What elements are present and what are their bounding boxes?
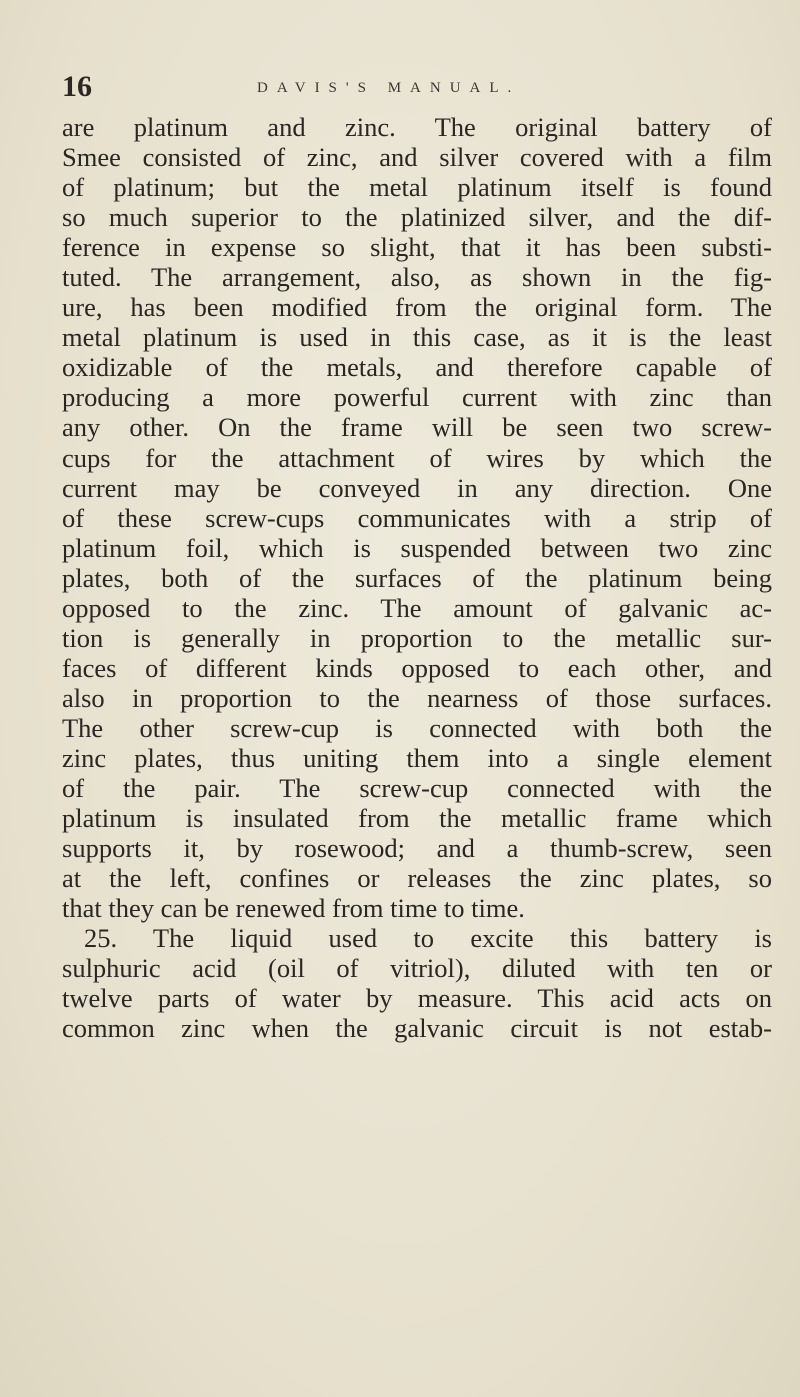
text-line: tuted. The arrangement, also, as shown in the fig- bbox=[62, 262, 772, 293]
text-line: opposed to the zinc. The amount of galvanic ac- bbox=[62, 592, 772, 623]
text-line: so much superior to the platinized silver, and the dif- bbox=[62, 202, 772, 233]
text-line: Smee consisted of zinc, and silver covered with a film bbox=[62, 142, 772, 173]
text-line: also in proportion to the nearness of those surfaces. bbox=[62, 682, 772, 713]
text-line: current may be conveyed in any direction. One bbox=[62, 472, 772, 503]
text-line: at the left, confines or releases the zinc plates, so bbox=[62, 863, 772, 894]
text-line: twelve parts of water by measure. This acid acts on bbox=[62, 983, 772, 1014]
running-head: DAVIS'S MANUAL. bbox=[257, 80, 521, 96]
text-line: platinum is insulated from the metallic frame which bbox=[62, 803, 772, 834]
text-line: ure, has been modified from the original form. The bbox=[62, 292, 772, 323]
text-line: plates, both of the surfaces of the platinum being bbox=[62, 562, 772, 593]
text-line: faces of different kinds opposed to each other, and bbox=[62, 652, 772, 683]
body-text bbox=[62, 112, 772, 1043]
paragraph-start-line: 25. The liquid used to excite this battery is bbox=[84, 923, 772, 954]
text-line: of platinum; but the metal platinum itself is found bbox=[62, 172, 772, 203]
text-line: zinc plates, thus uniting them into a single element bbox=[62, 742, 772, 773]
text-line: platinum foil, which is suspended between two zinc bbox=[62, 532, 772, 563]
page-header bbox=[62, 70, 762, 110]
text-line: of the pair. The screw-cup connected with the bbox=[62, 773, 772, 804]
text-line: are platinum and zinc. The original battery of bbox=[62, 112, 772, 142]
text-line: producing a more powerful current with zinc than bbox=[62, 382, 772, 413]
text-line: of these screw-cups communicates with a strip of bbox=[62, 502, 772, 533]
text-line: ference in expense so slight, that it has been substi- bbox=[62, 232, 772, 263]
text-line: common zinc when the galvanic circuit is not estab- bbox=[62, 1013, 772, 1044]
text-line: The other screw-cup is connected with both the bbox=[62, 712, 772, 743]
text-line: that they can be renewed from time to time. bbox=[62, 893, 525, 924]
text-line: supports it, by rosewood; and a thumb-screw, seen bbox=[62, 833, 772, 864]
text-line: sulphuric acid (oil of vitriol), diluted with ten or bbox=[62, 953, 772, 984]
text-line: cups for the attachment of wires by which the bbox=[62, 442, 772, 473]
text-line: tion is generally in proportion to the metallic sur- bbox=[62, 622, 772, 653]
page-number: 16 bbox=[62, 70, 92, 103]
text-line: oxidizable of the metals, and therefore capable of bbox=[62, 352, 772, 383]
text-line: any other. On the frame will be seen two screw- bbox=[62, 412, 772, 443]
text-line: metal platinum is used in this case, as it is the least bbox=[62, 322, 772, 353]
